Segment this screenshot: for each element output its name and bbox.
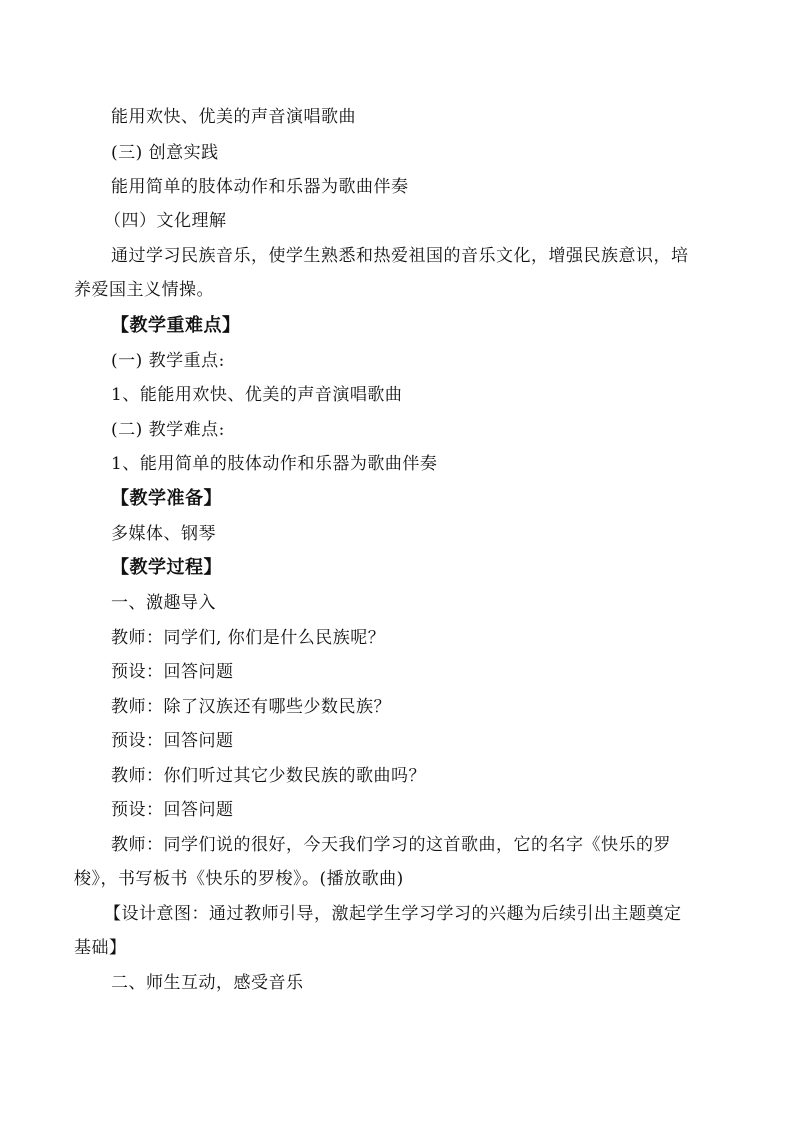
heading-process: 【教学过程】 xyxy=(111,557,222,578)
dialogue-teacher-4-line-1: 教师：同学们说的很好，今天我们学习的这首歌曲，它的名字《快乐的罗 xyxy=(111,835,671,855)
dialogue-preset-2: 预设：回答问题 xyxy=(111,731,234,751)
dialogue-teacher-3: 教师：你们听过其它少数民族的歌曲吗？ xyxy=(111,766,426,786)
text-line-key-point-1: 1、能能用欢快、优美的声音演唱歌曲 xyxy=(111,385,403,405)
dialogue-teacher-2: 教师：除了汉族还有哪些少数民族？ xyxy=(111,697,391,717)
text-line-culture-2: 养爱国主义情操。 xyxy=(74,280,214,300)
subheading-key-point: (一) 教学重点: xyxy=(111,351,225,371)
section-cultural-understanding: （四）文化理解 xyxy=(104,211,227,231)
text-line-accompaniment-goal: 能用简单的肢体动作和乐器为歌曲伴奏 xyxy=(111,177,409,197)
section-creative-practice: (三) 创意实践 xyxy=(111,143,219,163)
subheading-difficult-point: (二) 教学难点: xyxy=(111,420,225,440)
section-interaction: 二、师生互动，感受音乐 xyxy=(111,973,304,993)
dialogue-teacher-1: 教师：同学们, 你们是什么民族呢？ xyxy=(111,628,386,648)
dialogue-preset-1: 预设：回答问题 xyxy=(111,662,234,682)
text-line-difficult-point-1: 1、能用简单的肢体动作和乐器为歌曲伴奏 xyxy=(111,454,438,474)
design-intent-line-1: 【设计意图：通过教师引导，激起学生学习学习的兴趣为后续引出主题奠定 xyxy=(104,904,682,924)
text-line-singing-goal: 能用欢快、优美的声音演唱歌曲 xyxy=(111,107,356,127)
dialogue-teacher-4-line-2: 梭》，书写板书《快乐的罗梭》。(播放歌曲) xyxy=(74,869,404,889)
design-intent-line-2: 基础】 xyxy=(74,938,127,958)
section-intro: 一、激趣导入 xyxy=(111,593,216,613)
heading-key-points: 【教学重难点】 xyxy=(111,315,241,336)
dialogue-preset-3: 预设：回答问题 xyxy=(111,800,234,820)
text-line-culture-1: 通过学习民族音乐，使学生熟悉和热爱祖国的音乐文化，增强民族意识，培 xyxy=(111,246,689,266)
text-line-preparation: 多媒体、钢琴 xyxy=(111,524,216,544)
heading-preparation: 【教学准备】 xyxy=(111,488,222,509)
